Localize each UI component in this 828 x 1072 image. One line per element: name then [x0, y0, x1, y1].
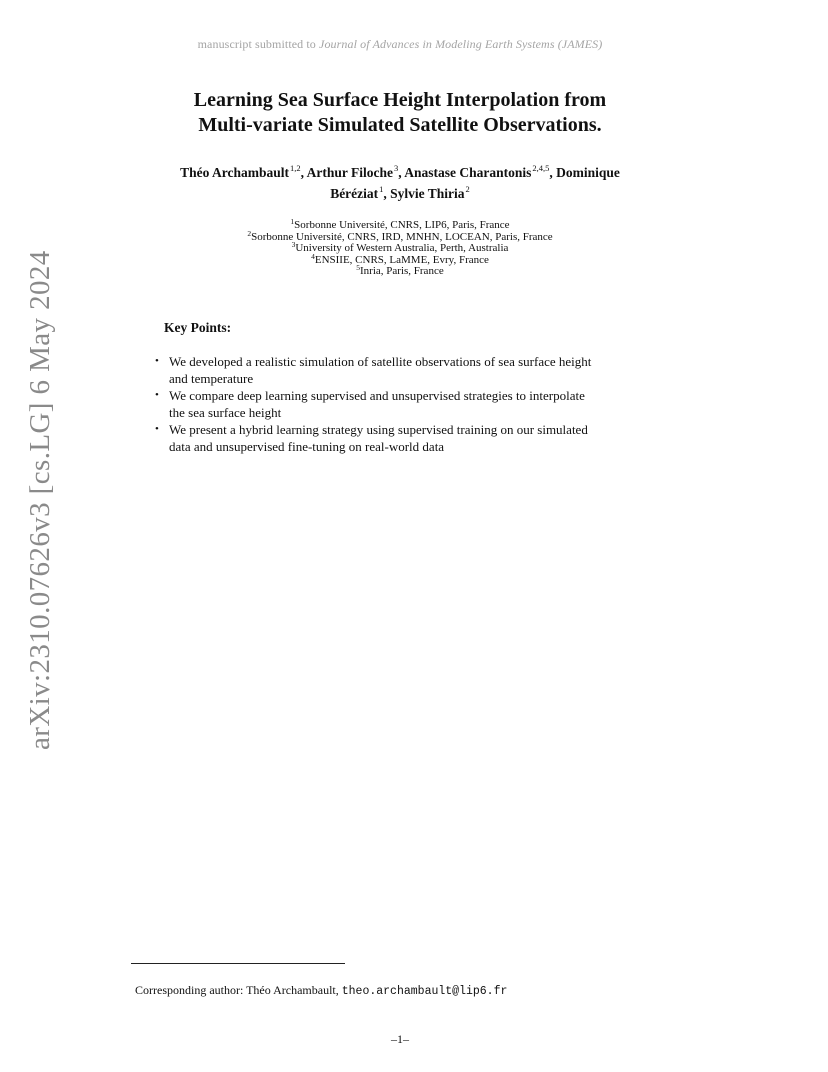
author-line-1: Théo Archambault$^{1,2}$, Arthur Filoche$^3$, Anastase Charantonis$^{2,4,5}$, Dominique	[180, 163, 620, 180]
affiliation	[0, 263, 800, 278]
author-name: Anastase Charantonis	[404, 165, 532, 180]
affiliation-text: ENSIIE, CNRS, LaMME, Evry, France	[314, 253, 489, 266]
affiliation-text: University of Western Australia, Perth, Australia	[295, 242, 509, 255]
title-line-1: Learning Sea Surface Height Interpolation from	[193, 89, 607, 111]
author-list	[120, 163, 680, 205]
running-header	[0, 37, 800, 52]
footnote-rule	[131, 963, 345, 964]
affiliation-sup: 5	[356, 263, 361, 273]
key-points-heading: Key Points:	[164, 320, 232, 335]
key-points-section	[155, 319, 664, 455]
title-line-2: Multi-variate Simulated Satellite Observations.	[198, 114, 602, 136]
author-name-first-part: Dominique	[556, 165, 620, 180]
key-point-item	[152, 421, 664, 455]
affiliation-list	[0, 217, 800, 278]
key-point-text-line-1: We present a hybrid learning strategy using supervised training on our simulated	[169, 422, 588, 437]
key-point-text-line-1: We compare deep learning supervised and unsupervised strategies to interpolate	[169, 388, 585, 403]
corresponding-author-footnote	[135, 983, 507, 998]
key-point-text-line-2: data and unsupervised fine-tuning on real-world data	[169, 439, 445, 454]
key-point-item	[152, 353, 664, 387]
author-name: Théo Archambault	[180, 165, 289, 180]
arxiv-identifier-stamp: arXiv:2310.07626v3 [cs.LG] 6 May 2024	[24, 250, 56, 750]
affiliation-sup: 3	[291, 240, 296, 250]
author-name-second-part: Béréziat	[330, 186, 379, 201]
affiliation-text: Sorbonne Université, CNRS, LIP6, Paris, France	[294, 219, 510, 231]
journal-name: Journal of Advances in Modeling Earth Systems (JAMES)	[319, 37, 603, 51]
author-affiliation-sup: 2,4,5	[532, 163, 550, 173]
key-point-text-line-1: We developed a realistic simulation of satellite observations of sea surface height	[169, 354, 592, 369]
author-name: Arthur Filoche	[306, 165, 393, 180]
author-affiliation-sup: 3	[393, 163, 399, 173]
author-email-link[interactable]: theo.archambault@lip6.fr	[341, 985, 508, 998]
bullet-icon: •	[155, 423, 159, 435]
footnote-label: Corresponding author: Théo Archambault,	[135, 983, 342, 997]
author-affiliation-sup: 2	[465, 184, 470, 194]
key-point-text-line-2: the sea surface height	[169, 405, 282, 420]
affiliation-sup: 2	[247, 228, 252, 238]
key-point-item	[152, 387, 664, 421]
header-prefix: manuscript submitted to	[197, 37, 320, 51]
page-number: –1–	[391, 1032, 409, 1046]
paper-title	[0, 88, 800, 138]
affiliation-sup: 4	[311, 251, 315, 261]
author-affiliation-sup: 1	[379, 184, 384, 194]
key-point-text-line-2: and temperature	[169, 371, 254, 386]
author-line-2: Béréziat$^1$, Sylvie Thiria$^2$	[330, 184, 470, 201]
affiliation-sup: 1	[290, 217, 295, 226]
affiliation-text: Sorbonne Université, CNRS, IRD, MNHN, LOCEAN, Paris, France	[251, 230, 553, 243]
author-name: Sylvie Thiria	[390, 186, 465, 201]
key-points-list	[152, 353, 652, 455]
bullet-icon: •	[155, 355, 159, 367]
bullet-icon: •	[155, 389, 159, 401]
affiliation-text: Inria, Paris, France	[360, 265, 444, 278]
author-affiliation-sup: 1,2	[289, 163, 301, 173]
